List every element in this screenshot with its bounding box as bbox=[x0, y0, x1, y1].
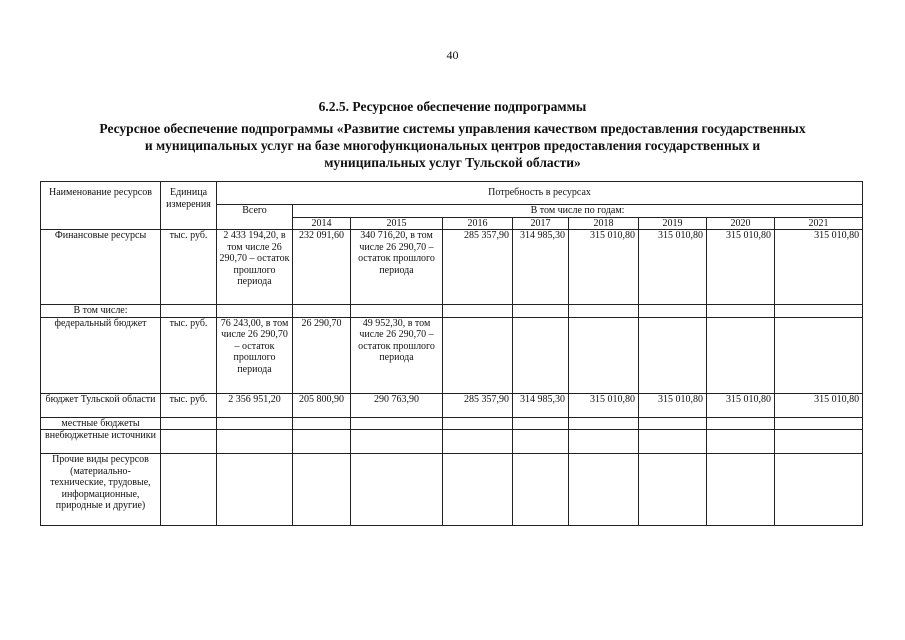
header-year: 2021 bbox=[775, 217, 863, 230]
header-year: 2014 bbox=[293, 217, 351, 230]
row-value-2020 bbox=[707, 317, 775, 393]
row-name: В том числе: bbox=[41, 305, 161, 318]
row-value-2017: 314 985,30 bbox=[513, 393, 569, 417]
table-row bbox=[41, 430, 863, 454]
header-year: 2017 bbox=[513, 217, 569, 230]
header-year: 2016 bbox=[443, 217, 513, 230]
header-resource-name: Наименование ресурсов bbox=[41, 182, 161, 230]
row-value-2017: 314 985,30 bbox=[513, 230, 569, 305]
row-value-2019: 315 010,80 bbox=[639, 230, 707, 305]
row-value-2016: 285 357,90 bbox=[443, 230, 513, 305]
header-year: 2019 bbox=[639, 217, 707, 230]
row-value-2014: 26 290,70 bbox=[293, 317, 351, 393]
page-number: 40 bbox=[446, 48, 459, 62]
row-value-2016 bbox=[443, 317, 513, 393]
row-value-2015: 49 952,30, в том числе 26 290,70 – остаток прошлого периода bbox=[351, 317, 443, 393]
header-need: Потребность в ресурсах bbox=[217, 182, 863, 205]
row-value-2018 bbox=[569, 317, 639, 393]
row-value-2016: 285 357,90 bbox=[443, 393, 513, 417]
header-by-years: В том числе по годам: bbox=[293, 205, 863, 218]
row-unit: тыс. руб. bbox=[161, 317, 217, 393]
row-value-2018: 315 010,80 bbox=[569, 230, 639, 305]
row-value-2014: 232 091,60 bbox=[293, 230, 351, 305]
header-unit: Единица измерения bbox=[161, 182, 217, 230]
title-line-1: Ресурсное обеспечение подпрограммы «Развитие системы управления качеством предоставления государственных bbox=[99, 121, 806, 136]
row-name: Финансовые ресурсы bbox=[41, 230, 161, 305]
header-year: 2015 bbox=[351, 217, 443, 230]
table-row bbox=[41, 230, 863, 305]
header-total: Всего bbox=[217, 205, 293, 230]
table-row bbox=[41, 417, 863, 430]
header-year: 2018 bbox=[569, 217, 639, 230]
row-value-2020: 315 010,80 bbox=[707, 393, 775, 417]
row-value-2021: 315 010,80 bbox=[775, 230, 863, 305]
resource-table bbox=[40, 181, 863, 526]
table-row bbox=[41, 305, 863, 318]
row-value-2019: 315 010,80 bbox=[639, 393, 707, 417]
row-value-2021 bbox=[775, 317, 863, 393]
row-value-2018: 315 010,80 bbox=[569, 393, 639, 417]
row-name: местные бюджеты bbox=[41, 417, 161, 430]
row-unit: тыс. руб. bbox=[161, 393, 217, 417]
row-value-2021: 315 010,80 bbox=[775, 393, 863, 417]
row-value-2017 bbox=[513, 317, 569, 393]
row-value-2020: 315 010,80 bbox=[707, 230, 775, 305]
row-total: 2 356 951,20 bbox=[217, 393, 293, 417]
document-title bbox=[40, 120, 865, 171]
title-line-3: муниципальных услуг Тульской области» bbox=[324, 155, 581, 170]
row-unit: тыс. руб. bbox=[161, 230, 217, 305]
row-total: 76 243,00, в том числе 26 290,70 – остаток прошлого периода bbox=[217, 317, 293, 393]
header-year: 2020 bbox=[707, 217, 775, 230]
row-value-2014: 205 800,90 bbox=[293, 393, 351, 417]
table-row bbox=[41, 317, 863, 393]
row-name: внебюджетные источники bbox=[41, 430, 161, 454]
row-name: федеральный бюджет bbox=[41, 317, 161, 393]
row-value-2015: 340 716,20, в том числе 26 290,70 – остаток прошлого периода bbox=[351, 230, 443, 305]
row-value-2015: 290 763,90 bbox=[351, 393, 443, 417]
table-row bbox=[41, 454, 863, 526]
title-line-2: и муниципальных услуг на базе многофункциональных центров предоставления государственных и bbox=[144, 138, 761, 153]
row-total: 2 433 194,20, в том числе 26 290,70 – остаток прошлого периода bbox=[217, 230, 293, 305]
section-heading: 6.2.5. Ресурсное обеспечение подпрограммы bbox=[318, 99, 587, 114]
row-name: бюджет Тульской области bbox=[41, 393, 161, 417]
row-name: Прочие виды ресурсов (материально-технические, трудовые, информационные, природные и другие) bbox=[41, 454, 161, 526]
table-row bbox=[41, 393, 863, 417]
row-value-2019 bbox=[639, 317, 707, 393]
